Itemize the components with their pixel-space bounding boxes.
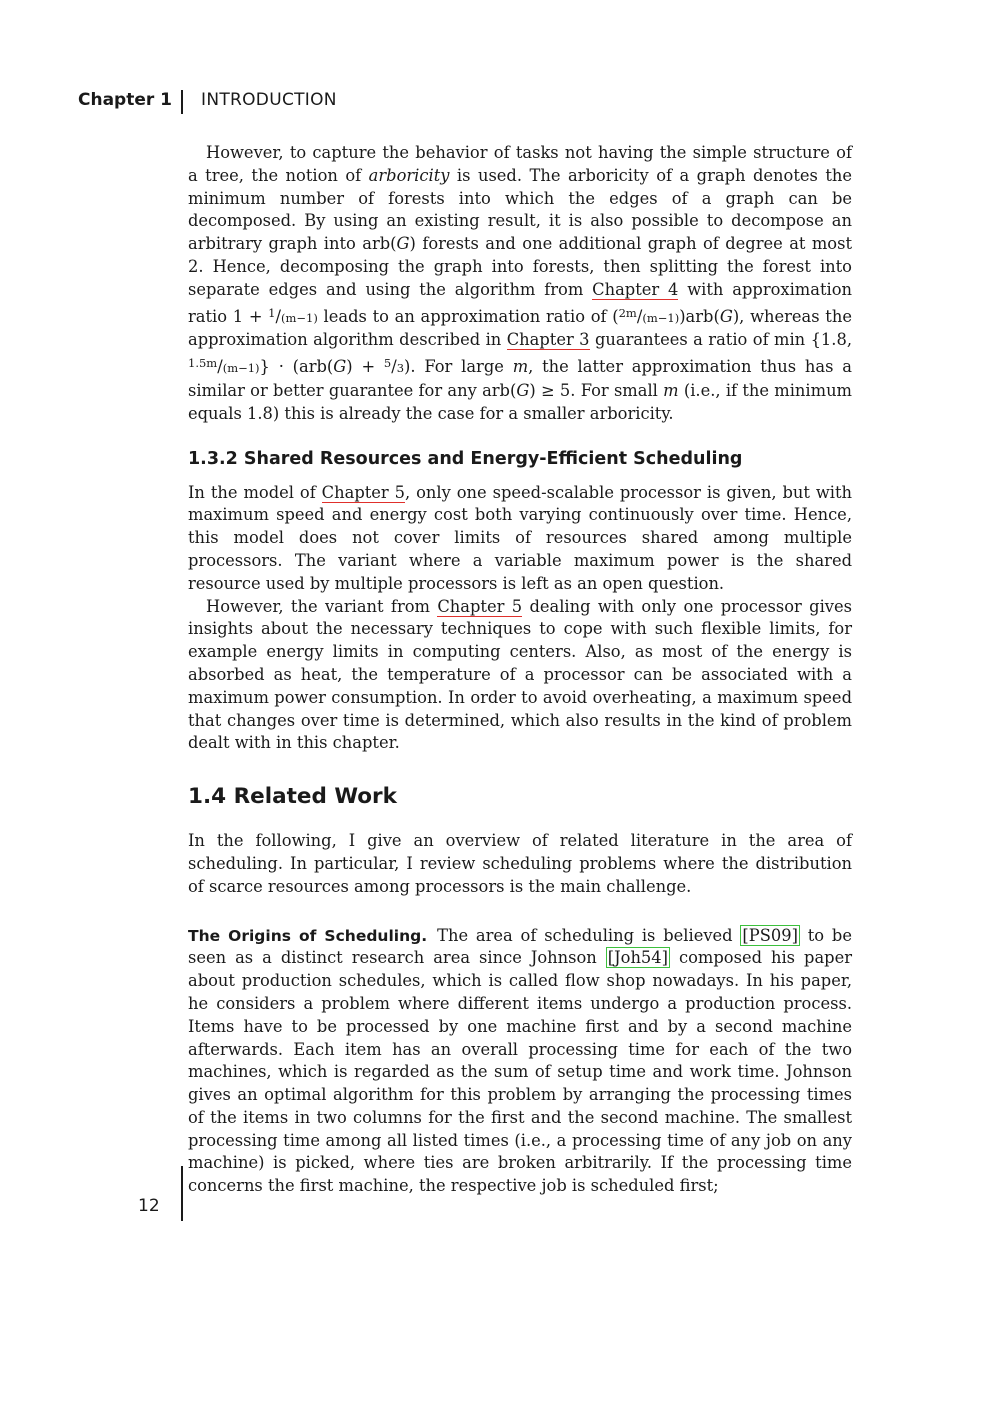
- chapter-5-link[interactable]: Chapter 5: [321, 482, 406, 502]
- fraction-denominator: (m−1): [281, 310, 318, 325]
- fraction-denominator: 3: [396, 361, 405, 376]
- paragraph-gap: [188, 899, 852, 925]
- page-body: [188, 142, 852, 1198]
- fraction-numerator: 2m: [618, 305, 637, 320]
- text-run: However, to capture the behavior of tasks not having the simple structure of a tree, the notion of: [188, 143, 852, 185]
- chapter-4-link[interactable]: Chapter 4: [592, 279, 679, 299]
- text-run: , the latter approximation thus has a similar or better guarantee for any arb(: [188, 357, 852, 400]
- math-g: G: [396, 234, 410, 254]
- text-run: ) forests and one additional graph of degree at most 2. Hence, decomposing the graph into forests, then splitting the forest into separate edges and using the algorithm from: [188, 234, 853, 299]
- math-g: G: [333, 357, 347, 377]
- arboricity-paragraph: However, to capture the behavior of tasks not having the simple structure of a tree, the notion of arboricity is used. The arboricity of a graph denotes the minimum number of forests into which the edges of a graph can be decomposed. By using an existing result, it is also possible to decompose an arbitrary graph into arb(G) forests and one additional graph of degree at most 2. Hence, decomposing the graph into forests, then splitting the forest into separate edges and using the algorithm from Chapter 4 with approximation ratio 1 + $^1$/(m−1) leads to an approximation ratio of ($^{2m}$/(m−1))arb(G), whereas the approximation algorithm described in Chapter 3 guarantees a ratio of min {1.8, $^{1.5m}$/(m−1)} · (arb(G) + $^5$/3). For large m, the latter approximation thus has a similar or better guarantee for any arb(G) ≥ 5. For small m (i.e., if the minimum equals 1.8) this is already the case for a smaller arboricity.: [188, 143, 853, 423]
- text-run: ) +: [346, 357, 384, 377]
- text-run: ), whereas the approximation algorithm described in: [188, 306, 852, 350]
- text-run: } · (arb(: [259, 357, 334, 377]
- running-header-chapter: Chapter 1: [78, 90, 173, 110]
- related-work-intro: In the following, I give an overview of related literature in the area of scheduling. In particular, I review scheduling problems where the distribution of scarce resources among processors is the main challenge.: [188, 831, 852, 896]
- text-run: (i.e., if the minimum equals 1.8) this is already the case for a smaller arboricity.: [188, 380, 852, 423]
- math-m: m: [663, 380, 679, 400]
- text-run: In the model of: [188, 482, 322, 502]
- text-run: dealing with only one processor gives insights about the necessary techniques to cope with such flexible limits, for example energy limits in computing centers. Also, as most of the energy is absorbed as heat, the temperature of a processor can be associated with a maximum power consumption. In order to avoid overheating, a maximum speed that changes over time is determined, which also results in the kind of problem dealt with in this chapter.: [188, 596, 852, 753]
- citation-ps09[interactable]: [PS09]: [742, 925, 798, 945]
- text-run: ) ≥ 5. For small: [529, 380, 664, 400]
- section-heading-1-4: 1.4 Related Work: [188, 784, 397, 810]
- fraction-denominator: (m−1): [222, 361, 260, 376]
- chapter-3-link[interactable]: Chapter 3: [506, 330, 590, 350]
- math-m: m: [512, 357, 529, 377]
- text-run: with approximation ratio 1 +: [188, 279, 852, 326]
- shared-resources-paragraph: [188, 482, 852, 596]
- fraction-numerator: 1.5m: [188, 356, 218, 371]
- text-run: is used. The arboricity of a graph denotes the minimum number of forests into which the edges of a graph can be decomposed. By using an existing result, it is also possible to decompose an arbitrary graph into arb(: [188, 165, 852, 254]
- emphasis-arboricity: arboricity: [368, 165, 450, 185]
- citation-joh54[interactable]: [Joh54]: [607, 948, 669, 968]
- fraction-numerator: 5: [383, 356, 392, 371]
- text-run: to be seen as a distinct research area since Johnson: [188, 925, 852, 968]
- text-run: leads to an approximation ratio of (: [317, 306, 619, 326]
- footer-divider: [181, 1166, 183, 1221]
- text-run: ). For large: [404, 357, 513, 377]
- fraction-denominator: (m−1): [642, 310, 680, 325]
- text-run: However, the variant from: [206, 596, 438, 616]
- text-run: composed his paper about production schedules, which is called flow shop nowadays. In his paper, he considers a problem where different items undergo a production process. Items have to be processed by one machine first and by a second machine afterwards. Each item has an overall processing time for each of the two machines, which is regarded as the sum of setup time and work time. Johnson gives an optimal algorithm for this problem by arranging the processing times of the items in two columns for the first and the second machine. The smallest processing time among all listed times (i.e., a processing time of any job on any machine) is picked, where ties are broken arbitrarily. If the processing time concerns the first machine, the respective job is scheduled first;: [188, 948, 852, 1196]
- origins-paragraph: [188, 925, 852, 1199]
- running-header-title: INTRODUCTION: [201, 90, 337, 110]
- text-run: , only one speed-scalable processor is given, but with maximum speed and energy cost both varying continuously over time. Hence, this model does not cover limits of resources shared among multiple processors. The variant where a variable maximum power is the shared resource used by multiple processors is left as an open question.: [188, 482, 853, 593]
- text-run: The area of scheduling is believed: [437, 925, 741, 945]
- section-heading-1-3-2: 1.3.2 Shared Resources and Energy-Efficient Scheduling: [188, 448, 743, 469]
- text-run: )arb(: [679, 306, 720, 326]
- chapter-5-link[interactable]: Chapter 5: [437, 596, 523, 616]
- header-divider: [181, 90, 183, 114]
- math-g: G: [719, 306, 733, 326]
- page-number: 12: [138, 1196, 160, 1216]
- math-g: G: [516, 380, 530, 400]
- energy-limits-paragraph: [188, 596, 852, 756]
- fraction-numerator: 1: [268, 305, 276, 320]
- origins-heading: The Origins of Scheduling.: [188, 926, 428, 945]
- text-run: guarantees a ratio of min {1.8,: [589, 330, 853, 350]
